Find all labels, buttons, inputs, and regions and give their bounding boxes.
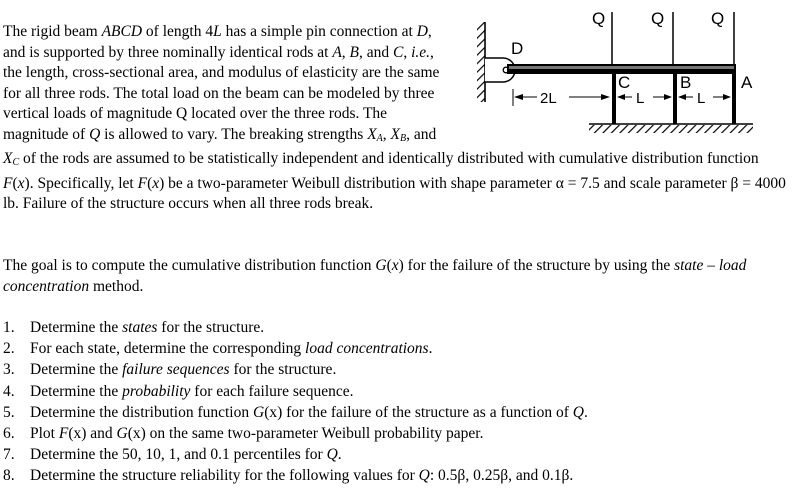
intro-text: , and — [359, 43, 394, 61]
item-text: . — [428, 340, 433, 358]
intro-text: , and is supported by three nominally identical rods at — [3, 23, 432, 61]
point-b: B — [349, 43, 359, 61]
item-text: For each state, determine the corresponding — [30, 340, 306, 358]
rod-c — [612, 74, 616, 124]
item-number: 7. — [3, 446, 15, 464]
item-emphasis: load concentrations — [305, 340, 429, 358]
load-label-3: Q — [711, 9, 725, 28]
dim-label-l1: L — [636, 90, 645, 107]
rod-label-a: A — [741, 73, 753, 92]
item-number: 5. — [3, 403, 15, 421]
load-label-2: Q — [651, 9, 665, 28]
list-item — [3, 317, 798, 338]
list-item — [3, 381, 798, 402]
subscript-c: C — [12, 157, 20, 168]
item-emphasis: G — [116, 425, 128, 443]
item-emphasis: Q — [418, 467, 430, 485]
item-text: Determine the — [30, 319, 123, 336]
item-emphasis: F — [58, 425, 69, 443]
item-text: (x) and — [68, 425, 117, 443]
point-d: D — [416, 23, 428, 40]
item-emphasis: probability — [122, 382, 191, 400]
item-emphasis: Q — [572, 403, 584, 421]
intro-text: , — [341, 43, 350, 61]
goal-text: ( — [386, 257, 392, 274]
ground-hatch — [589, 125, 753, 133]
item-text: : 0.5β, 0.25β, and 0.1β. — [429, 467, 574, 485]
intro-text: ). Specifically, let — [24, 174, 138, 192]
item-emphasis: states — [122, 319, 158, 336]
intro-text: ( — [147, 174, 153, 192]
x-symbol: X — [390, 125, 400, 143]
dim-label-2l: 2L — [540, 90, 557, 107]
f-symbol: F — [137, 174, 148, 192]
beam-diagram-svg — [455, 0, 793, 142]
item-text: (x) on the same two-parameter Weibull probability paper. — [127, 425, 484, 443]
intro-text: of the rods are assumed to be statistically independent and identically distributed with cumulative distribution function — [19, 150, 759, 167]
x-var: x — [17, 174, 25, 192]
item-text: for the structure. — [157, 319, 265, 336]
intro-text: has a simple pin connection at — [221, 23, 417, 40]
list-item — [3, 444, 798, 465]
dim-label-l2: L — [697, 90, 706, 107]
item-number: 4. — [3, 382, 15, 400]
dim-l2-arrow-right — [723, 94, 731, 100]
item-emphasis: failure sequences — [122, 361, 230, 379]
wall-hatch — [477, 22, 485, 102]
intro-text: of length 4 — [142, 23, 214, 40]
item-number: 6. — [3, 425, 15, 443]
method-name: state – load concentration — [3, 257, 747, 295]
item-emphasis: Q — [326, 446, 338, 464]
subscript-b: B — [399, 132, 407, 144]
item-number: 1. — [3, 319, 15, 336]
length-symbol: L — [213, 23, 222, 40]
rod-b — [673, 74, 677, 124]
item-number: 3. — [3, 361, 15, 379]
goal-text: ) for the failure of the structure by using the — [398, 257, 675, 274]
point-a: A — [332, 43, 342, 61]
q-symbol: Q — [89, 125, 101, 143]
rod-label-b: B — [680, 73, 692, 92]
list-item — [3, 338, 798, 359]
f-symbol: F — [3, 174, 13, 192]
intro-text: , — [382, 125, 391, 143]
dim-l1-arrow-right — [664, 94, 672, 100]
item-text: (x) for the failure of the structure as a function of — [264, 403, 573, 421]
ie-text: i.e. — [411, 43, 431, 61]
item-text: . — [583, 403, 588, 421]
steps-list — [3, 317, 798, 487]
list-item — [3, 423, 798, 444]
intro-text: is allowed to vary. The breaking strengths — [100, 125, 368, 143]
item-text: Determine the — [30, 361, 123, 379]
beam-highlight — [509, 66, 734, 69]
item-text: Determine the distribution function — [30, 403, 253, 421]
list-item — [3, 402, 798, 423]
list-item — [3, 465, 798, 486]
subscript-a: A — [376, 132, 383, 144]
item-text: Determine the 50, 10, 1, and 0.1 percentiles for — [30, 446, 327, 464]
x-symbol: X — [3, 150, 13, 167]
item-number: 8. — [3, 467, 15, 485]
item-text: for each failure sequence. — [190, 382, 354, 400]
intro-paragraph — [3, 9, 793, 215]
dim-2l-arrow-right — [601, 94, 610, 100]
item-number: 2. — [3, 340, 15, 358]
beam-name: ABCD — [101, 23, 143, 40]
point-c: C — [393, 43, 404, 61]
rod-a — [732, 74, 736, 124]
item-text: Plot — [30, 425, 59, 443]
pin-label: D — [511, 39, 524, 58]
intro-text: The rigid beam — [3, 23, 102, 40]
item-text: Determine the structure reliability for the following values for — [30, 467, 419, 485]
item-text: Determine the — [30, 382, 123, 400]
x-var: x — [152, 174, 160, 192]
goal-text: method. — [89, 277, 144, 295]
beam-diagram — [455, 0, 793, 142]
goal-text: The goal is to compute the cumulative distribution function — [3, 257, 376, 274]
intro-text: , — [403, 43, 412, 61]
intro-text: , the length, cross-sectional area, and modulus of elasticity are the same for all three rods. The total load on the beam can be modeled by three vertical loads of magnitude Q located over the three rods. The magnitude of — [3, 43, 440, 143]
intro-text: ( — [12, 174, 18, 192]
rod-label-c: C — [618, 73, 631, 92]
intro-text: ) be a two-parameter Weibull distribution with shape parameter α = 7.5 and scale parameter β = 4000 lb. Failure of the structure occurs when all three rods break. — [3, 174, 786, 212]
load-label-1: Q — [592, 9, 606, 28]
x-symbol: X — [367, 125, 377, 143]
g-symbol: G — [375, 257, 387, 274]
item-text: for the structure. — [229, 361, 337, 379]
intro-text: , and — [406, 125, 437, 143]
x-var: x — [391, 257, 399, 274]
goal-paragraph — [3, 256, 793, 297]
list-item — [3, 359, 798, 380]
item-emphasis: G — [252, 403, 265, 421]
item-text: . — [337, 446, 342, 464]
